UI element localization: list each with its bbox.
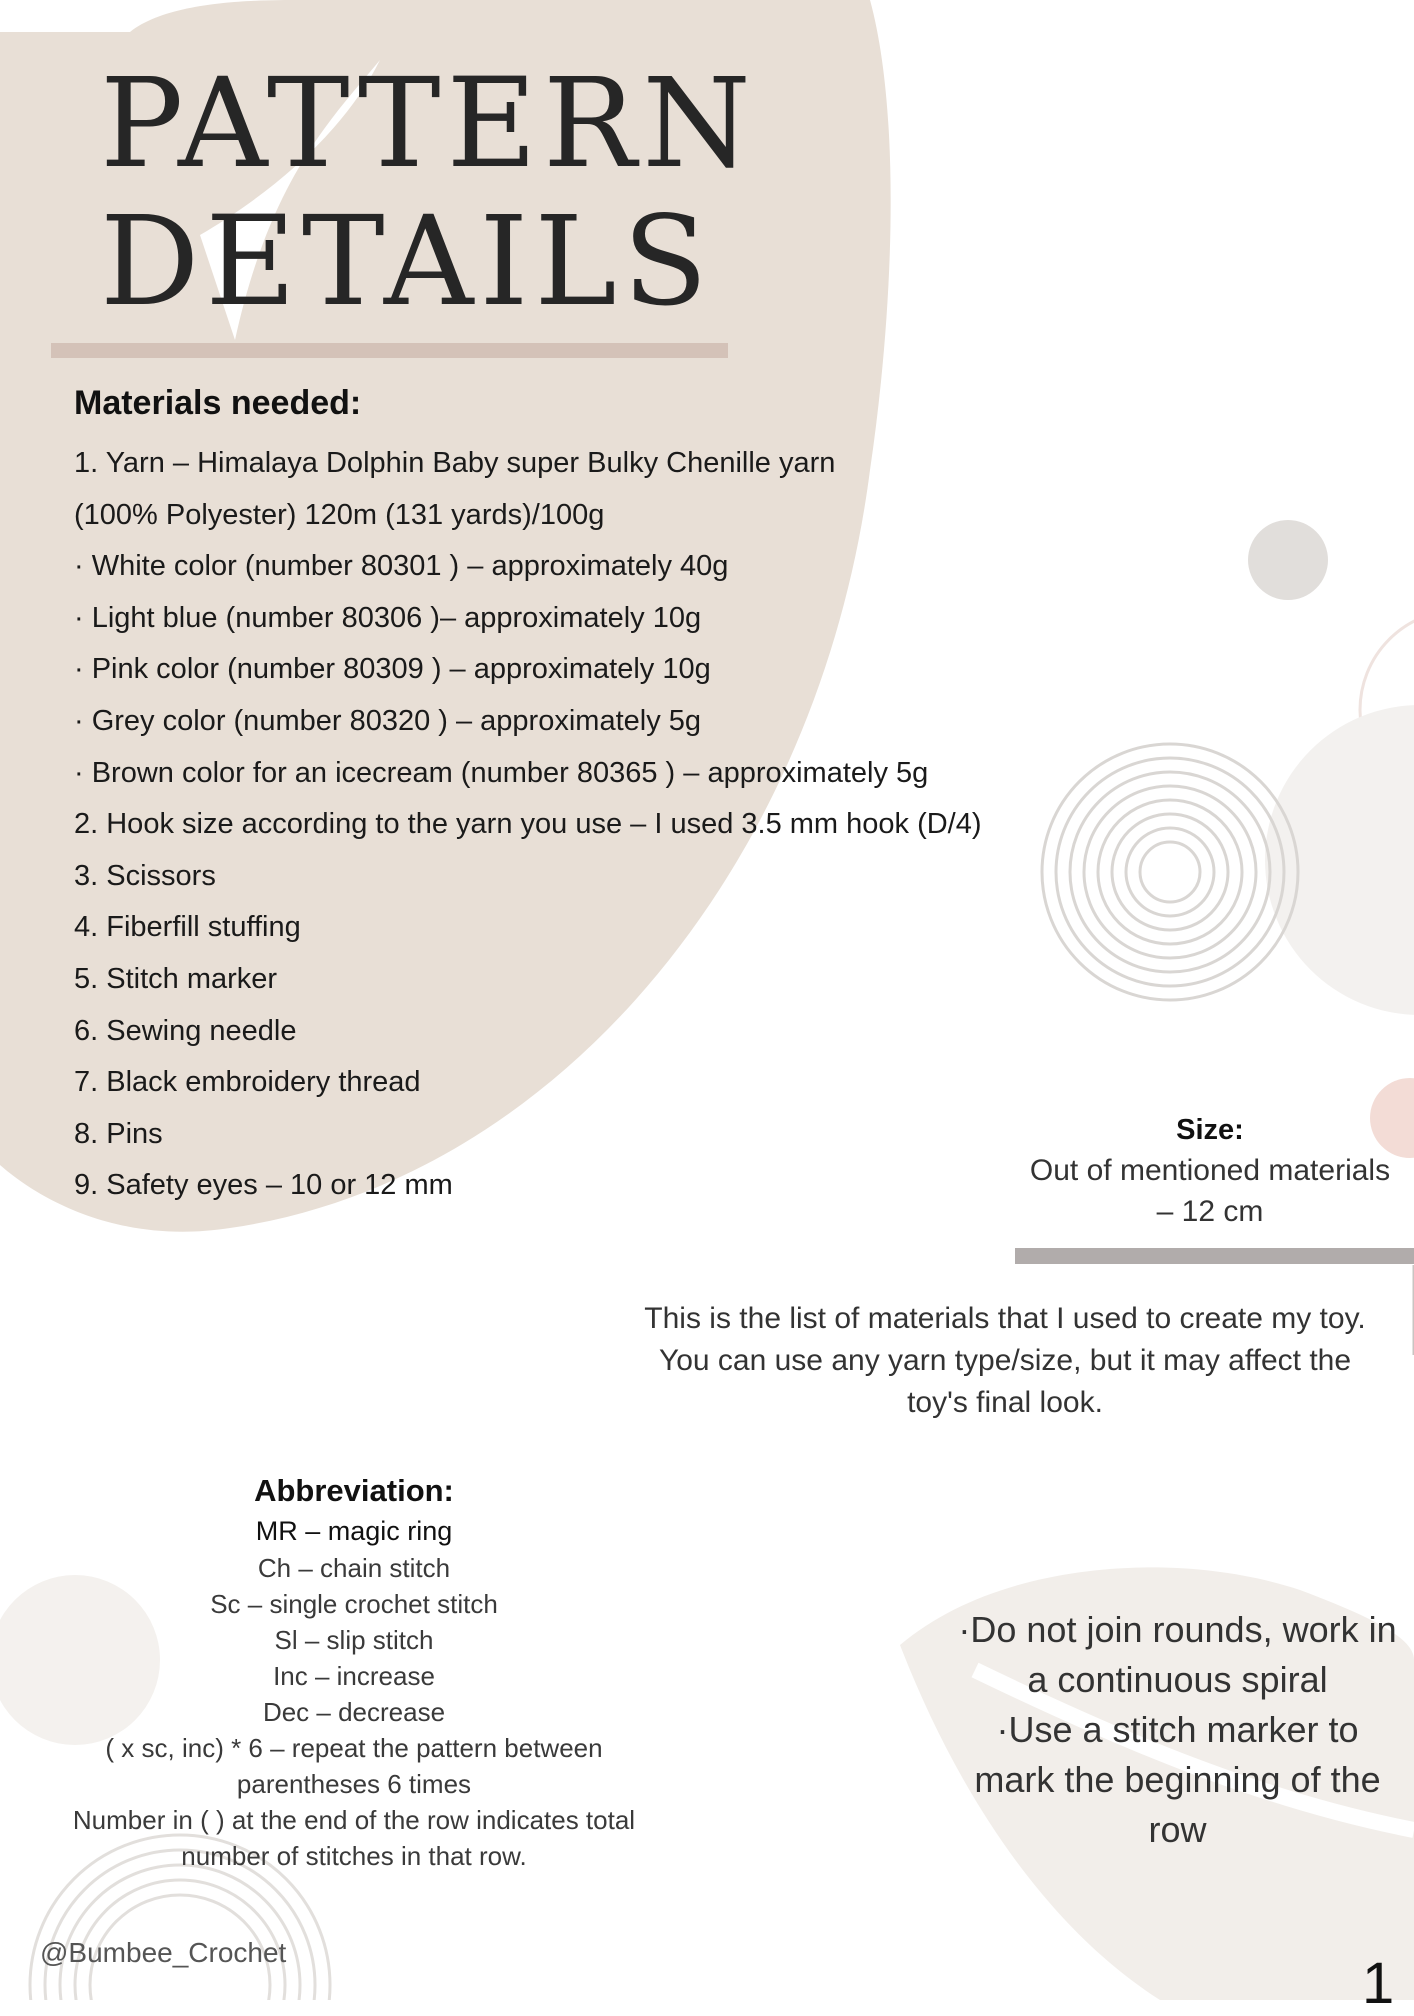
abbreviation-item: Dec – decrease [262,1697,446,1727]
size-line: Out of mentioned materials [1029,1154,1391,1187]
size-text [1010,1150,1410,1232]
grey-circle [1248,520,1328,600]
materials-item: (100% Polyester) 120m (131 yards)/100g [74,498,605,531]
light-circle-right [1265,705,1414,1015]
materials-item: 6. Sewing needle [74,1014,297,1047]
note-line: This is the list of materials that I used to create my toy. [644,1302,1366,1335]
materials-item: · Pink color (number 80309 ) – approximately 10g [74,653,711,686]
abbreviation-item: parentheses 6 times [236,1769,472,1799]
author-handle: @Bumbee_Crochet [40,1937,287,1968]
note-line: toy's final look. [907,1386,1103,1419]
materials-heading: Materials needed: [74,384,362,422]
materials-item: 8. Pins [74,1117,163,1150]
abbreviation-item: ( x sc, inc) * 6 – repeat the pattern between [105,1733,603,1763]
page-title-line-1: PATTERN [100,52,757,196]
materials-note [620,1298,1390,1424]
page-title-line-2: DETAILS [100,190,714,334]
tip-line: a continuous spiral [1027,1659,1328,1700]
page-number: 1 [1362,1951,1395,2016]
materials-item: · Light blue (number 80306 )– approximately 10g [74,601,702,634]
tip-line: row [1148,1809,1207,1850]
materials-item: 5. Stitch marker [74,962,278,995]
size-line: – 12 cm [1156,1195,1264,1228]
tip-line: ·Do not join rounds, work in [958,1609,1397,1650]
size-heading: Size: [1176,1114,1244,1146]
materials-item: 3. Scissors [74,859,216,892]
materials-item: 2. Hook size according to the yarn you use – I used 3.5 mm hook (D/4) [74,808,982,841]
tips-block [935,1605,1414,1855]
materials-item: 4. Fiberfill stuffing [74,911,301,944]
note-line: You can use any yarn type/size, but it may affect the [658,1344,1352,1377]
tip-line: ·Use a stitch marker to [996,1709,1359,1750]
abbreviation-list [50,1550,658,1874]
abbreviation-item: Sl – slip stitch [274,1625,434,1655]
materials-item: · White color (number 80301 ) – approximately 40g [74,550,729,583]
abbreviation-item: number of stitches in that row. [181,1841,527,1871]
abbreviation-block [50,1470,658,1874]
size-divider [1015,1248,1414,1264]
materials-item: 7. Black embroidery thread [74,1066,421,1099]
materials-item: · Grey color (number 80320 ) – approximately 5g [74,704,702,737]
title-divider [51,343,728,358]
abbreviation-item: MR – magic ring [255,1516,453,1546]
size-block [1010,1110,1410,1232]
spiral-circles [1042,744,1298,1000]
materials-item: · Brown color for an icecream (number 80365 ) – approximately 5g [74,756,929,789]
abbreviation-item: Sc – single crochet stitch [210,1589,498,1619]
materials-item: 1. Yarn – Himalaya Dolphin Baby super Bulky Chenille yarn [74,447,836,479]
materials-item: 9. Safety eyes – 10 or 12 mm [74,1169,453,1202]
abbreviation-item: Ch – chain stitch [257,1553,451,1583]
abbreviation-item: Inc – increase [273,1661,435,1691]
abbreviation-heading: Abbreviation: [254,1473,454,1508]
tip-line: mark the beginning of the [974,1759,1381,1800]
abbreviation-item: Number in ( ) at the end of the row indicates total [72,1805,636,1835]
materials-list [74,438,982,1212]
